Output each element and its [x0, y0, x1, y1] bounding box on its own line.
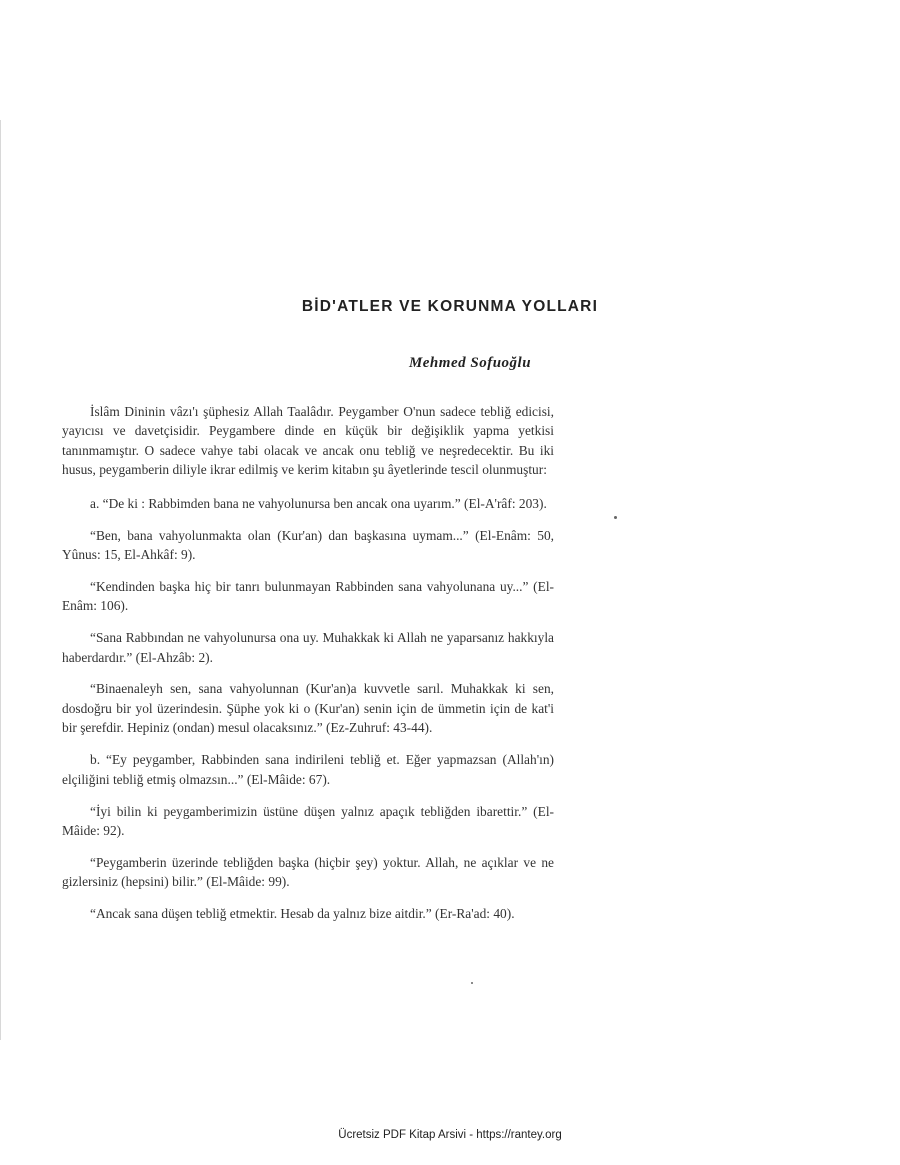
scan-speck [471, 982, 473, 984]
scan-speck [614, 516, 617, 519]
footer-source: Ücretsiz PDF Kitap Arsivi - https://rantey.org [338, 1129, 562, 1141]
paragraph-quote: “Peygamberin üzerinde tebliğden başka (hiçbir şey) yoktur. Allah, ne açıklar ve ne gizlersiniz (hepsini) bilir.” (El-Mâide: 99). [62, 854, 554, 890]
paragraph-quote: “Kendinden başka hiç bir tanrı bulunmayan Rabbinden sana vahyolunana uy...” (El-Enâm: 106). [62, 578, 554, 614]
paragraph-quote-b: b. “Ey peygamber, Rabbinden sana indirileni tebliğ et. Eğer yapmazsan (Allah'ın) elçiliğini tebliğ etmiş olmazsın...” (El-Mâide: 67). [62, 752, 554, 787]
paragraph-quote: “İyi bilin ki peygamberimizin üstüne düşen yalnız apaçık tebliğden ibarettir.” (El-Mâide: 92). [62, 803, 554, 838]
paragraph-quote: “Ancak sana düşen tebliğ etmektir. Hesab da yalnız bize aitdir.” (Er-Ra'ad: 40). [90, 906, 515, 922]
paragraph-quote-a: a. “De ki : Rabbimden bana ne vahyolunursa ben ancak ona uyarım.” (El-A'râf: 203). [90, 495, 547, 511]
paragraph-quote: “Ben, bana vahyolunmakta olan (Kur'an) dan başkasına uymam...” (El-Enâm: 50, Yûnus: 15, El-Ahkâf: 9). [62, 527, 554, 562]
scan-edge-shadow [0, 120, 13, 1040]
paragraph-quote: “Binaenaleyh sen, sana vahyolunnan (Kur'an)a kuvvetle sarıl. Muhakkak ki sen, dosdoğru bir yol üzerindesin. Şüphe yok ki o (Kur'an) senin için de ümmetin için de kat'i bir şerefdir. Hepiniz (ondan) mesul olacaksınız.” (Ez-Zuhruf: 43-44). [62, 681, 554, 736]
article-author: Mehmed Sofuoğlu [408, 355, 532, 371]
paragraph-intro: İslâm Dininin vâzı'ı şüphesiz Allah Taalâdır. Peygamber O'nun sadece tebliğ edicisi, yayıcısı ve davetçisidir. Peygambere dinde en küçük bir değişiklik yapma yetkisi tanınmamıştır. O sadece vahye tabi olacak ve ancak onu tebliğ ve neşredecektir. Bu iki husus, peygamberin diliyle ikrar edilmiş ve kerim kitabın şu âyetlerinde tescil olunmuştur: [62, 404, 554, 478]
paragraph-quote: “Sana Rabbından ne vahyolunursa ona uy. Muhakkak ki Allah ne yaparsanız hakkıyla haberdardır.” (El-Ahzâb: 2). [62, 630, 554, 665]
article-title: BİD'ATLER VE KORUNMA YOLLARI [301, 298, 599, 315]
article-body [62, 402, 554, 936]
